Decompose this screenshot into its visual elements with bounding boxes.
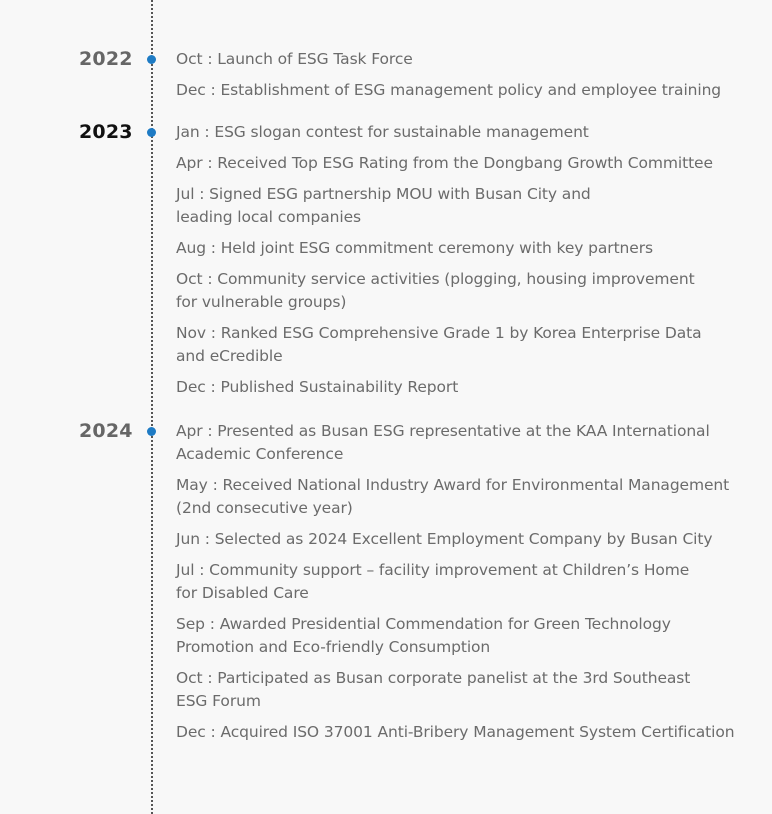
timeline-entry: [176, 420, 736, 466]
timeline-entry: [176, 79, 736, 102]
timeline-entry: [176, 613, 736, 659]
timeline-entry: [176, 559, 736, 605]
timeline-entry-line: Dec : Acquired ISO 37001 Anti-Bribery Management System Certification: [176, 723, 735, 741]
timeline-entry: [176, 322, 736, 368]
timeline-entry-line: Apr : Presented as Busan ESG representative at the KAA International: [176, 422, 710, 440]
timeline-entry-line: Oct : Participated as Busan corporate panelist at the 3rd Southeast: [176, 669, 691, 687]
timeline-entry: [176, 48, 736, 71]
timeline-entry-line: May : Received National Industry Award for Environmental Management: [176, 476, 730, 494]
timeline-entry-line: Sep : Awarded Presidential Commendation for Green Technology: [176, 615, 671, 633]
timeline-entry: [176, 376, 736, 399]
timeline-entry-line: (2nd consecutive year): [176, 499, 353, 517]
year-entries-list: [176, 420, 736, 752]
timeline-entry-line: Jun : Selected as 2024 Excellent Employment Company by Busan City: [176, 530, 713, 548]
timeline-entry-line: Jul : Community support – facility improvement at Children’s Home: [176, 561, 690, 579]
timeline-entry-line: for Disabled Care: [176, 584, 309, 602]
timeline-dotted-line: [151, 0, 153, 814]
timeline-entry-line: Jan : ESG slogan contest for sustainable management: [176, 123, 589, 141]
timeline-entry-line: for vulnerable groups): [176, 293, 347, 311]
timeline-dot-icon: [147, 128, 156, 137]
year-entries-list: [176, 121, 736, 407]
timeline-dot-icon: [147, 427, 156, 436]
year-label[interactable]: 2023: [79, 121, 133, 143]
timeline-dot-icon: [147, 55, 156, 64]
timeline-entry: [176, 121, 736, 144]
timeline-entry-line: ESG Forum: [176, 692, 261, 710]
timeline-entry-line: leading local companies: [176, 208, 362, 226]
timeline-entry: [176, 152, 736, 175]
timeline-entry-line: and eCredible: [176, 347, 283, 365]
timeline-entry-line: Oct : Community service activities (plogging, housing improvement: [176, 270, 695, 288]
timeline-entry: [176, 474, 736, 520]
timeline-entry: [176, 183, 736, 229]
year-label[interactable]: 2022: [79, 48, 133, 70]
timeline-entry: [176, 528, 736, 551]
timeline-entry-line: Promotion and Eco-friendly Consumption: [176, 638, 491, 656]
timeline-entry-line: Dec : Published Sustainability Report: [176, 378, 459, 396]
timeline-entry-line: Apr : Received Top ESG Rating from the Dongbang Growth Committee: [176, 154, 713, 172]
timeline-entry: [176, 721, 736, 744]
timeline-entry-line: Jul : Signed ESG partnership MOU with Busan City and: [176, 185, 591, 203]
year-entries-list: [176, 48, 736, 110]
timeline-entry-line: Dec : Establishment of ESG management policy and employee training: [176, 81, 722, 99]
timeline-entry-line: Academic Conference: [176, 445, 344, 463]
timeline-entry-line: Oct : Launch of ESG Task Force: [176, 50, 413, 68]
year-label[interactable]: 2024: [79, 420, 133, 442]
timeline-entry: [176, 268, 736, 314]
timeline-entry: [176, 667, 736, 713]
timeline-entry-line: Nov : Ranked ESG Comprehensive Grade 1 by Korea Enterprise Data: [176, 324, 702, 342]
timeline-entry: [176, 237, 736, 260]
timeline-entry-line: Aug : Held joint ESG commitment ceremony with key partners: [176, 239, 653, 257]
